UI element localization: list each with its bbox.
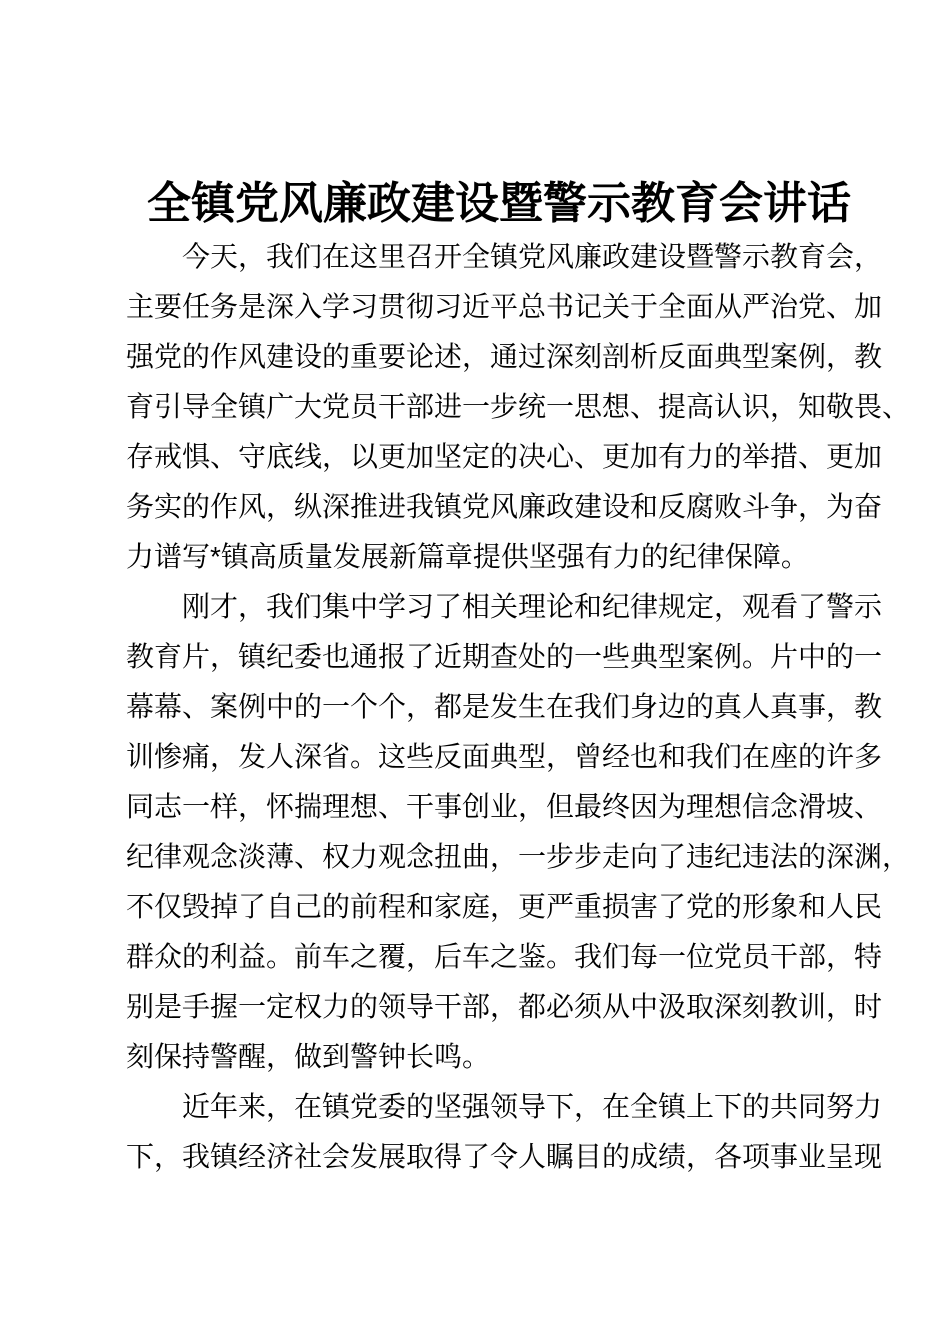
paragraph-line: 别是手握一定权力的领导干部，都必须从中汲取深刻教训，时 xyxy=(126,991,883,1022)
paragraph-line: 近年来，在镇党委的坚强领导下，在全镇上下的共同努力 xyxy=(126,1091,883,1122)
paragraph-line: 育引导全镇广大党员干部进一步统一思想、提高认识，知敬畏、 xyxy=(126,391,911,422)
paragraph-line: 力谱写*镇高质量发展新篇章提供坚强有力的纪律保障。 xyxy=(126,541,809,572)
paragraph-line: 纪律观念淡薄、权力观念扭曲，一步步走向了违纪违法的深渊， xyxy=(126,841,911,872)
paragraph-2 xyxy=(126,582,911,1082)
paragraph-1 xyxy=(126,232,911,582)
paragraph-line: 务实的作风，纵深推进我镇党风廉政建设和反腐败斗争，为奋 xyxy=(126,491,883,522)
paragraph-line: 不仅毁掉了自己的前程和家庭，更严重损害了党的形象和人民 xyxy=(126,891,883,922)
document-title: 全镇党风廉政建设暨警示教育会讲话 xyxy=(147,179,851,228)
paragraph-line: 幕幕、案例中的一个个，都是发生在我们身边的真人真事，教 xyxy=(126,691,883,722)
paragraph-line: 训惨痛，发人深省。这些反面典型，曾经也和我们在座的许多 xyxy=(126,741,883,772)
paragraph-line: 群众的利益。前车之覆，后车之鉴。我们每一位党员干部，特 xyxy=(126,941,883,972)
paragraph-line: 教育片，镇纪委也通报了近期查处的一些典型案例。片中的一 xyxy=(126,641,883,672)
paragraph-line: 今天，我们在这里召开全镇党风廉政建设暨警示教育会， xyxy=(126,241,883,272)
paragraph-line: 刻保持警醒，做到警钟长鸣。 xyxy=(126,1041,491,1072)
paragraph-line: 强党的作风建设的重要论述，通过深刻剖析反面典型案例，教 xyxy=(126,341,883,372)
paragraph-line: 主要任务是深入学习贯彻习近平总书记关于全面从严治党、加 xyxy=(126,291,883,322)
paragraph-3 xyxy=(126,1082,883,1182)
paragraph-line: 下，我镇经济社会发展取得了令人瞩目的成绩，各项事业呈现 xyxy=(126,1141,883,1172)
paragraph-line: 刚才，我们集中学习了相关理论和纪律规定，观看了警示 xyxy=(126,591,883,622)
paragraph-line: 同志一样，怀揣理想、干事创业，但最终因为理想信念滑坡、 xyxy=(126,791,883,822)
paragraph-line: 存戒惧、守底线，以更加坚定的决心、更加有力的举措、更加 xyxy=(126,441,883,472)
